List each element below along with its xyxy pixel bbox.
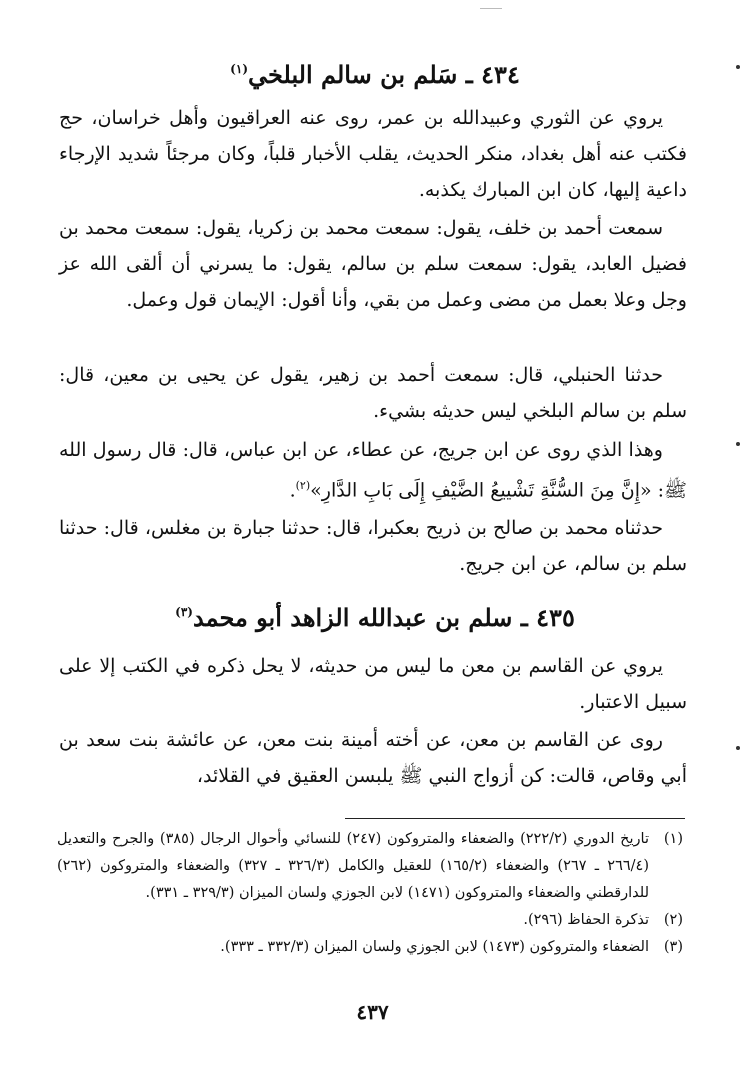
heading-text: ٤٣٥ ـ سلم بن عبدالله الزاهد أبو محمد — [192, 603, 575, 632]
paragraph-6: يروي عن القاسم بن معن ما ليس من حديثه، لا يحل ذكره في الكتب إلا على سبيل الاعتبار. — [59, 655, 687, 713]
scan-mark — [480, 8, 502, 9]
footnote-text: الضعفاء والمتروكون (١٤٧٣) لابن الجوزي ولسان الميزان (٣٣٢/٣ ـ ٣٣٣). — [220, 939, 649, 955]
footnote-ref: (٢) — [295, 479, 311, 492]
footnote-1 — [57, 826, 683, 907]
footnote-ref: (١) — [230, 62, 248, 76]
entry-heading-435 — [155, 603, 595, 633]
scan-speck — [736, 442, 740, 446]
page-number: ٤٣٧ — [356, 1000, 389, 1024]
footnote-number: (٣) — [663, 939, 683, 955]
paragraph-5: حدثناه محمد بن صالح بن ذريح بعكبرا، قال: حدثنا جبارة بن مغلس، قال: حدثنا سلم بن سالم، عن ابن جريج. — [59, 517, 687, 575]
footnote-text: تاريخ الدوري (٢٢٢/٢) والضعفاء والمتروكون (٢٤٧) للنسائي وأحوال الرجال (٣٨٥) والجرح والتعديل (٢٦٦/٤ ـ ٢٦٧) والضعفاء (١٦٥/٢) للعقيل والكامل (٣٢٦/٣ ـ ٣٢٧) والضعفاء والمتروكون (٢٦٢) للدارقطني والضعفاء والمتروكون (١٤٧١) لابن الجوزي ولسان الميزان (٣٢٩/٣ ـ ٣٣١). — [57, 831, 650, 901]
scan-speck — [736, 65, 740, 69]
footnote-number: (١) — [663, 831, 683, 847]
footnote-divider — [345, 818, 685, 819]
footnotes — [57, 826, 683, 961]
scan-speck — [736, 746, 740, 750]
paragraph-2: سمعت أحمد بن خلف، يقول: سمعت محمد بن زكريا، يقول: سمعت محمد بن فضيل العابد، يقول: سمعت سلم بن سالم، يقول: ما يسرني أن ألقى الله عز وجل وعلا بعمل من مضى وعمل من بقي، وأنا أقول: الإيمان قول وعمل. — [59, 217, 687, 311]
paragraph-4: وهذا الذي روى عن ابن جريج، عن عطاء، عن ابن عباس، قال: قال رسول الله ﷺ: «إِنَّ مِنَ السُّنَّةِ تَشْييعُ الضَّيْفِ إِلَى بَابِ الدَّارِ»$^{(٢)}$. — [59, 439, 687, 502]
paragraph-3: حدثنا الحنبلي، قال: سمعت أحمد بن زهير، يقول عن يحيى بن معين، قال: سلم بن سالم البلخي ليس حديثه بشيء. — [59, 364, 687, 422]
footnote-number: (٢) — [663, 912, 683, 928]
footnote-ref: (٣) — [175, 605, 193, 619]
footnote-text: تذكرة الحفاظ (٢٩٦). — [523, 912, 649, 928]
paragraph-7: روى عن القاسم بن معن، عن أخته أمينة بنت معن، عن عائشة بنت سعد بن أبي وقاص، قالت: كن أزواج النبي ﷺ يلبسن العقيق في القلائد، — [59, 729, 687, 787]
heading-text: ٤٣٤ ـ سَلم بن سالم البلخي — [248, 60, 520, 89]
paragraph-1: يروي عن الثوري وعبيدالله بن عمر، روى عنه العراقيون وأهل خراسان، حج فكتب عنه أهل بغداد، منكر الحديث، يقلب الأخبار قلباً، وكان مرجئاً شديد الإرجاء داعية إليها، كان ابن المبارك يكذبه. — [59, 107, 687, 201]
footnote-3 — [57, 934, 683, 961]
entry-heading-434 — [155, 60, 595, 90]
footnote-2 — [57, 907, 683, 934]
